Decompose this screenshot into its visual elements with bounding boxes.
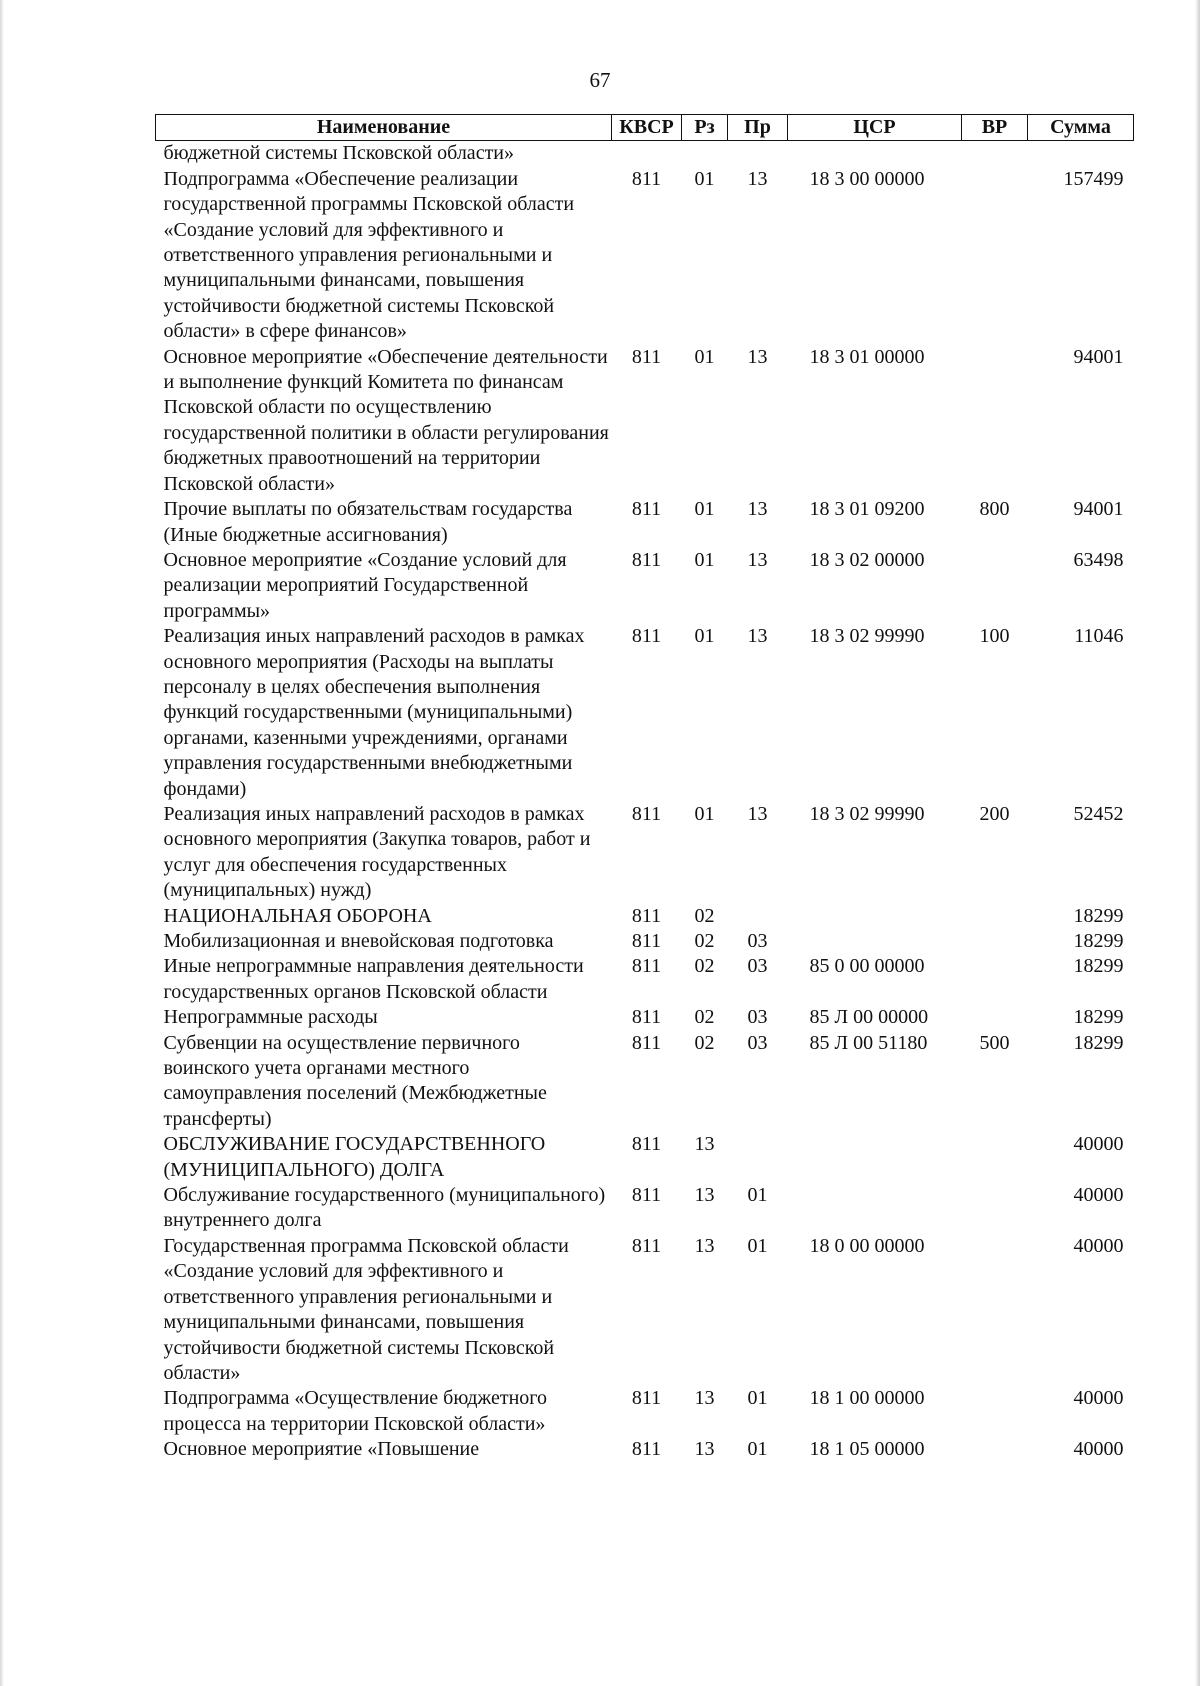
cell-kvsr: 811 [631, 1031, 662, 1054]
cell-pr: 13 [747, 802, 768, 825]
table-row [156, 1437, 1134, 1462]
cell-sum: 63498 [1073, 548, 1124, 571]
cell-rz: 01 [694, 167, 715, 190]
cell-kvsr: 811 [631, 345, 662, 368]
cell-csr: 18 3 00 00000 [809, 167, 925, 190]
table-row [156, 1031, 1134, 1133]
cell-sum: 11046 [1074, 625, 1124, 648]
cell-pr: 13 [747, 345, 768, 368]
column-header-vr: ВР [962, 115, 1028, 141]
cell-rz: 01 [694, 548, 715, 571]
table-row [156, 497, 1134, 548]
cell-csr: 18 3 02 99990 [809, 625, 925, 648]
cell-kvsr [612, 141, 682, 167]
cell-pr: 01 [747, 1234, 768, 1257]
cell-rz: 13 [694, 1184, 715, 1207]
cell-kvsr: 811 [631, 1184, 662, 1207]
scan-edge-right [1195, 0, 1200, 1686]
cell-name: Обслуживание государственного (муниципального) внутреннего долга [163, 1184, 606, 1232]
cell-rz [682, 141, 728, 167]
cell-pr: 03 [747, 1031, 768, 1054]
cell-name: Подпрограмма «Осуществление бюджетного процесса на территории Псковской области» [163, 1387, 548, 1435]
table-row [156, 167, 1134, 345]
cell-csr: 18 3 01 09200 [809, 498, 925, 521]
cell-pr: 01 [747, 1184, 768, 1207]
cell-sum: 40000 [1073, 1438, 1124, 1461]
cell-vr [962, 1183, 1028, 1234]
cell-pr [728, 904, 788, 929]
cell-rz: 01 [694, 498, 715, 521]
cell-csr: 85 Л 00 00000 [809, 1006, 929, 1029]
cell-name: Реализация иных направлений расходов в рамках основного мероприятия (Закупка товаров, работ и услуг для обеспечения государственных (муниципальных) нужд) [163, 802, 591, 902]
cell-rz: 02 [694, 930, 715, 952]
cell-pr: 13 [747, 167, 768, 190]
cell-vr [962, 954, 1028, 1005]
table-body [156, 141, 1134, 1463]
table-row [156, 1183, 1134, 1234]
cell-csr: 18 3 02 00000 [809, 548, 925, 571]
table-row [156, 954, 1134, 1005]
cell-csr: 18 1 05 00000 [809, 1438, 925, 1461]
cell-name: Основное мероприятие «Обеспечение деятельности и выполнение функций Комитета по финансам Псковской области по осуществлению государственной политики в области регулирования бюджетных правоотношений на территории Псковской области» [163, 345, 609, 495]
table-row [156, 624, 1134, 802]
cell-sum: 18299 [1073, 904, 1124, 927]
cell-rz: 13 [694, 1438, 715, 1461]
cell-name: Подпрограмма «Обеспечение реализации государственной программы Псковской области «Создание условий для эффективного и ответственного управления региональными и муниципальными финансами, повышения устойчивости бюджетной системы Псковской области» в сфере финансов» [163, 167, 575, 343]
cell-name: Реализация иных направлений расходов в рамках основного мероприятия (Расходы на выплаты персоналу в целях обеспечения выполнения функций государственными (муниципальными) органами, казенными учреждениями, органами управления государственными внебюджетными фондами) [163, 625, 585, 800]
column-header-sum: Сумма [1028, 115, 1134, 141]
cell-vr: 100 [979, 625, 1010, 648]
cell-csr: 18 1 00 00000 [809, 1387, 925, 1410]
table-row [156, 1132, 1134, 1183]
cell-csr: 18 0 00 00000 [809, 1234, 925, 1257]
cell-name: ОБСЛУЖИВАНИЕ ГОСУДАРСТВЕННОГО (МУНИЦИПАЛЬНОГО) ДОЛГА [163, 1133, 546, 1181]
cell-pr [728, 141, 788, 167]
cell-kvsr: 811 [631, 1387, 662, 1410]
column-header-kvsr: КВСР [612, 115, 682, 141]
table-header [156, 115, 1134, 141]
cell-kvsr: 811 [631, 904, 662, 927]
cell-sum: 52452 [1073, 802, 1124, 825]
cell-rz: 13 [694, 1133, 715, 1156]
cell-vr [962, 1132, 1028, 1183]
cell-vr [962, 167, 1028, 345]
column-header-pr: Пр [728, 115, 788, 141]
cell-kvsr: 811 [631, 1006, 662, 1029]
cell-kvsr: 811 [631, 1234, 662, 1257]
table-row [156, 904, 1134, 929]
header-row [156, 115, 1134, 141]
cell-kvsr: 811 [631, 498, 662, 521]
cell-name: Субвенции на осуществление первичного воинского учета органами местного самоуправления поселений (Межбюджетные трансферты) [163, 1031, 547, 1130]
table-row [156, 345, 1134, 497]
table-row [156, 802, 1134, 904]
cell-csr: 85 0 00 00000 [809, 955, 925, 978]
column-header-rz: Рз [682, 115, 728, 141]
cell-rz: 01 [694, 345, 715, 368]
cell-pr: 03 [747, 1006, 768, 1029]
cell-sum: 40000 [1073, 1234, 1124, 1257]
cell-kvsr: 811 [631, 930, 662, 952]
cell-kvsr: 811 [631, 1438, 662, 1461]
cell-rz: 01 [694, 625, 715, 648]
cell-vr [962, 1386, 1028, 1437]
cell-name: Основное мероприятие «Повышение [163, 1438, 480, 1461]
cell-pr: 03 [747, 955, 768, 978]
cell-csr [788, 929, 962, 954]
column-header-name: Наименование [156, 115, 612, 141]
cell-kvsr: 811 [631, 625, 662, 648]
cell-sum: 40000 [1073, 1387, 1124, 1410]
page-number: 67 [589, 68, 611, 92]
cell-csr: 18 3 02 99990 [809, 802, 925, 825]
cell-sum: 40000 [1073, 1184, 1124, 1207]
cell-vr: 500 [979, 1031, 1010, 1054]
cell-pr: 01 [747, 1438, 768, 1461]
cell-vr [962, 1234, 1028, 1386]
cell-sum: 157499 [1063, 167, 1124, 190]
cell-kvsr: 811 [631, 955, 662, 978]
cell-kvsr: 811 [631, 167, 662, 190]
cell-pr: 13 [747, 548, 768, 571]
cell-name: НАЦИОНАЛЬНАЯ ОБОРОНА [163, 904, 432, 927]
cell-sum: 40000 [1073, 1133, 1124, 1156]
cell-vr [962, 141, 1028, 167]
cell-csr [788, 904, 962, 929]
cell-kvsr: 811 [631, 548, 662, 571]
cell-vr [962, 904, 1028, 929]
cell-rz: 02 [694, 1006, 715, 1029]
table-row [156, 1234, 1134, 1386]
cell-sum: 94001 [1073, 345, 1124, 368]
cell-name: Государственная программа Псковской области «Создание условий для эффективного и ответственного управления региональными и муниципальными финансами, повышения устойчивости бюджетной системы Псковской области» [163, 1234, 569, 1384]
cell-name: бюджетной системы Псковской области» [163, 142, 515, 165]
cell-kvsr: 811 [631, 802, 662, 825]
cell-kvsr: 811 [631, 1133, 662, 1156]
cell-name: Иные непрограммные направления деятельности государственных органов Псковской области [163, 955, 584, 1003]
budget-table [155, 114, 1134, 1463]
table-row [156, 1005, 1134, 1030]
cell-rz: 13 [694, 1234, 715, 1257]
cell-pr: 13 [747, 498, 768, 521]
table-row [156, 548, 1134, 624]
cell-name: Прочие выплаты по обязательствам государства (Иные бюджетные ассигнования) [163, 498, 573, 546]
cell-rz: 13 [694, 1387, 715, 1410]
cell-vr [962, 345, 1028, 497]
cell-vr [962, 929, 1028, 954]
cell-pr: 01 [747, 1387, 768, 1410]
cell-vr [962, 1437, 1028, 1462]
cell-vr: 800 [979, 498, 1010, 521]
scan-edge-left [0, 0, 4, 1686]
cell-rz: 01 [694, 802, 715, 825]
column-header-csr: ЦСР [788, 115, 962, 141]
cell-sum [1028, 141, 1134, 167]
cell-vr [962, 1005, 1028, 1030]
cell-vr [962, 548, 1028, 624]
cell-pr: 03 [747, 930, 768, 952]
cell-sum: 18299 [1073, 1031, 1124, 1054]
cell-csr [788, 1183, 962, 1234]
cell-pr: 13 [747, 625, 768, 648]
cell-name: Основное мероприятие «Создание условий для реализации мероприятий Государственной программы» [163, 548, 567, 622]
cell-vr: 200 [979, 802, 1010, 825]
cell-name: Мобилизационная и вневойсковая подготовка [163, 930, 554, 952]
cell-sum: 18299 [1073, 1006, 1124, 1029]
cell-rz: 02 [694, 904, 715, 927]
cell-name: Непрограммные расходы [163, 1006, 378, 1029]
cell-pr [728, 1132, 788, 1183]
cell-csr: 85 Л 00 51180 [809, 1031, 928, 1054]
cell-sum: 18299 [1073, 955, 1124, 978]
table-row [156, 141, 1134, 167]
cell-sum: 94001 [1073, 498, 1124, 521]
table-row [156, 929, 1134, 954]
cell-sum: 18299 [1073, 930, 1124, 952]
table-row [156, 1386, 1134, 1437]
cell-csr [788, 1132, 962, 1183]
cell-rz: 02 [694, 955, 715, 978]
cell-csr [788, 141, 962, 167]
cell-csr: 18 3 01 00000 [809, 345, 925, 368]
cell-rz: 02 [694, 1031, 715, 1054]
